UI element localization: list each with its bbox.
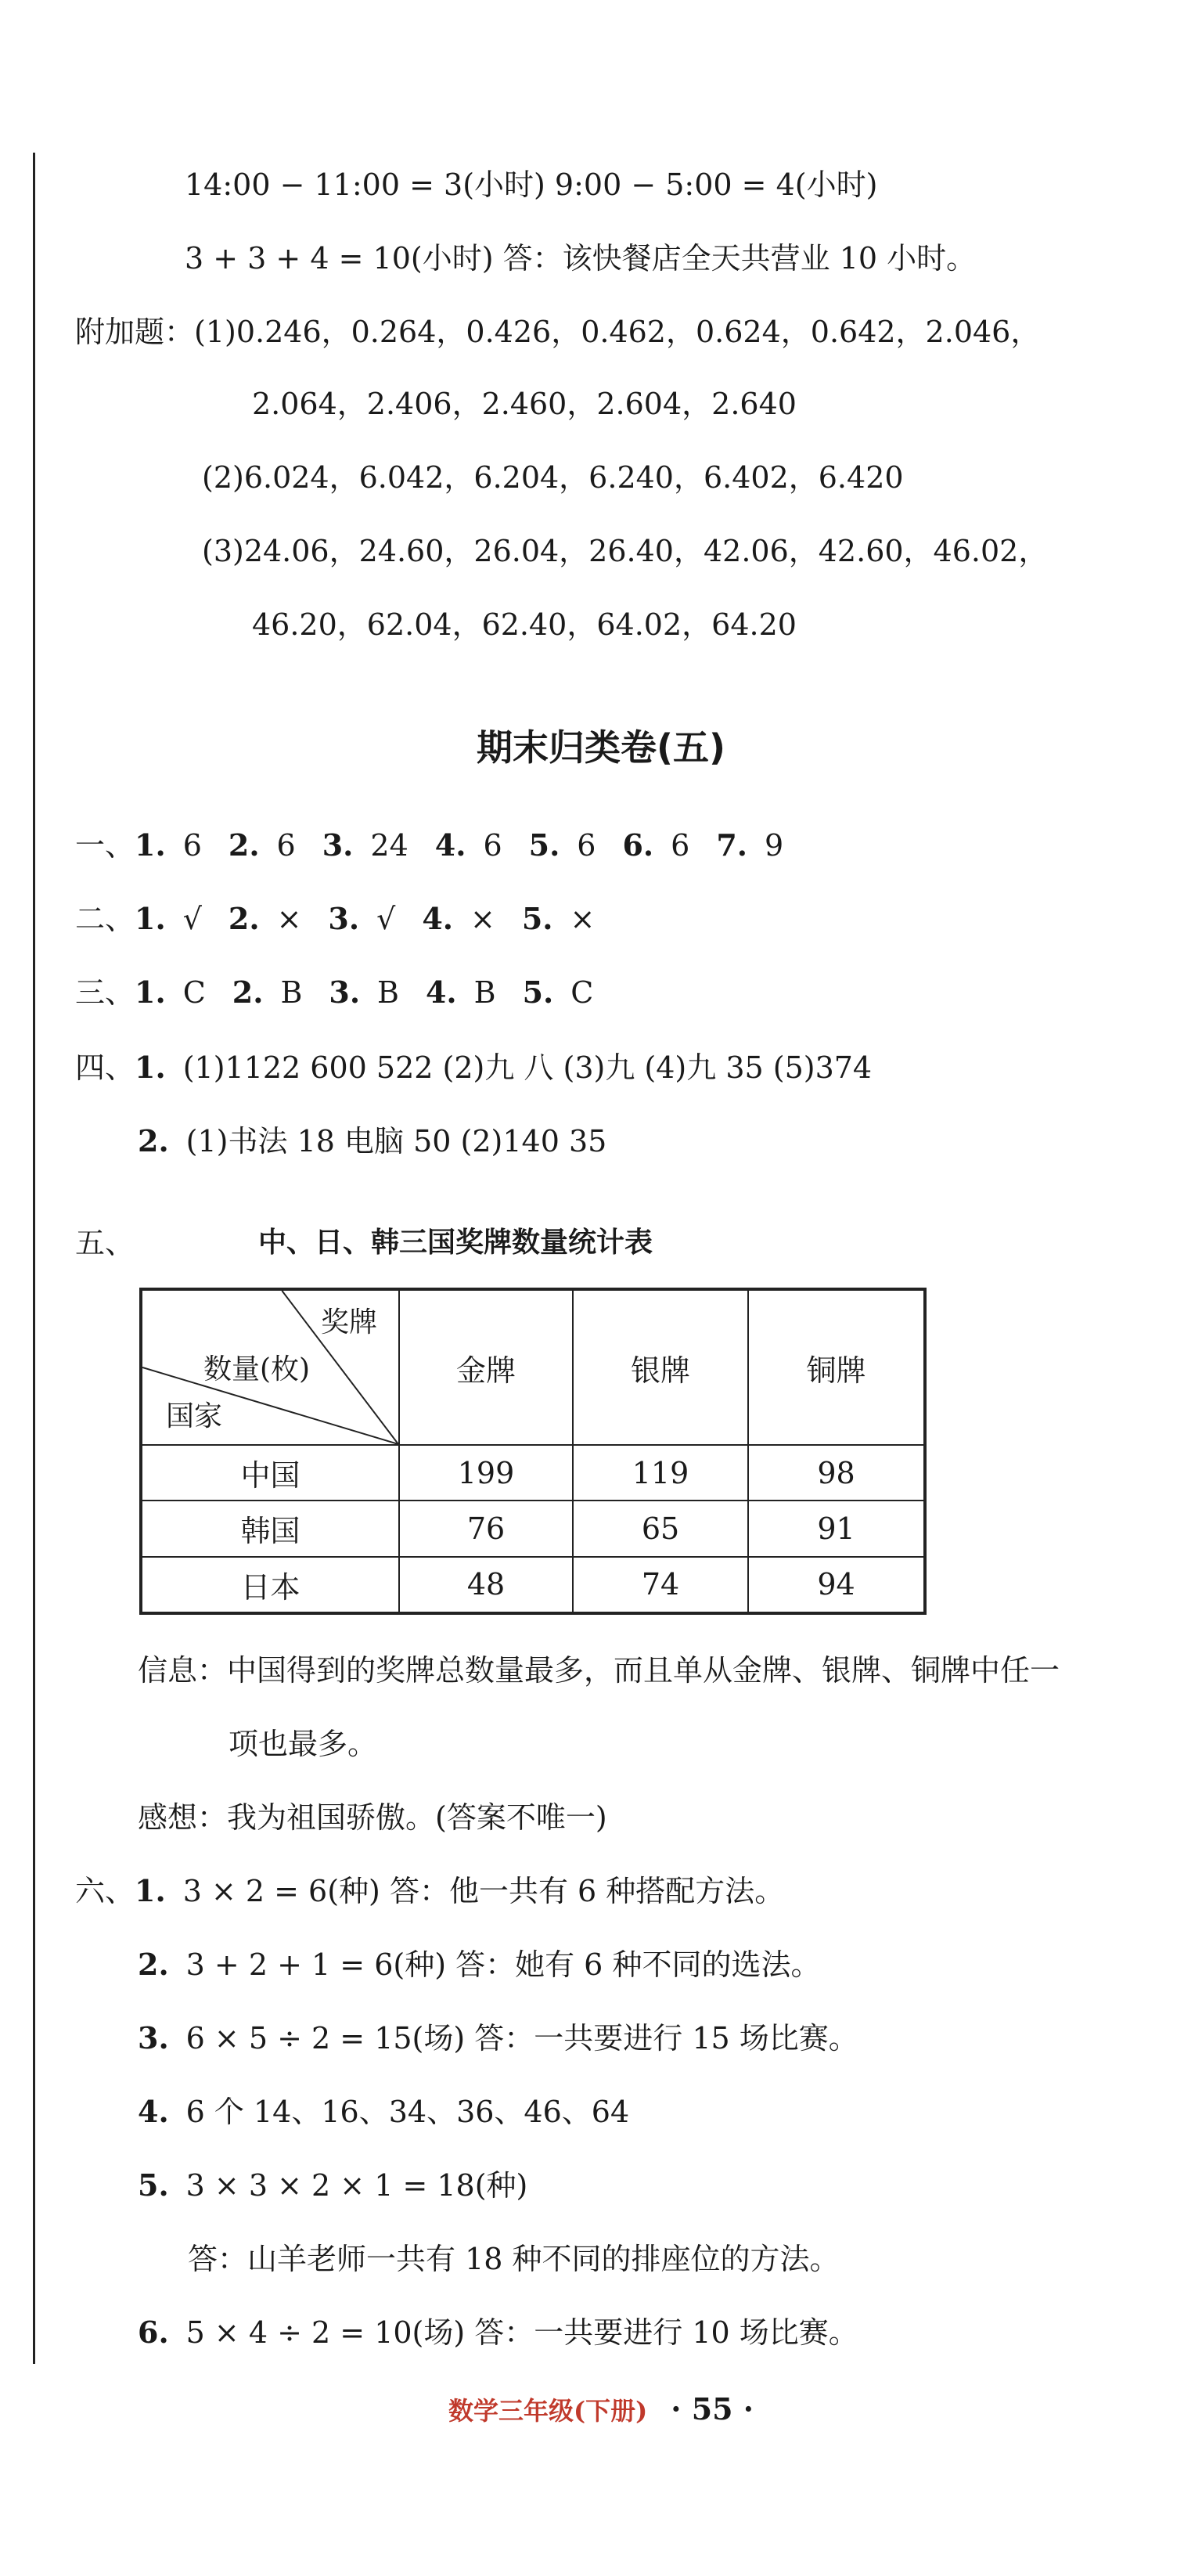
q-number: 1. [135,975,166,1010]
q-answer: 6 × 5 ÷ 2 = 15(场) 答：一共要进行 15 场比赛。 [185,2021,858,2055]
time-calc-line: 14:00 − 11:00 = 3(小时) 9:00 − 5:00 = 4(小时) [185,168,878,202]
page-footer [0,2391,1202,2427]
q-number: 5. [522,975,554,1010]
q-answer: × [570,902,596,936]
section-5-label: 五、 [75,1226,135,1260]
extra-p3b: 46.20，62.04，62.40，64.02，64.20 [252,607,797,642]
q-number: 6. [138,2315,169,2350]
thought-line: 感想：我为祖国骄傲。(答案不唯一) [138,1800,607,1835]
cell-silver: 74 [573,1557,748,1614]
answers-section-6-q1 [75,1869,784,1913]
answers-section-1 [75,823,810,867]
header-country-label: 国家 [166,1400,223,1432]
answers-section-6-q5-reply: 答：山羊老师一共有 18 种不同的排座位的方法。 [188,2242,840,2276]
q-answer: 5 × 4 ÷ 2 = 10(场) 答：一共要进行 10 场比赛。 [185,2315,858,2350]
extra-p1b: 2.064，2.406，2.460，2.604，2.640 [252,387,797,421]
margin-rule [33,153,35,2364]
row-country: 韩国 [141,1501,399,1556]
section-2-label: 二、 [75,902,135,936]
q-answer: C [570,975,594,1010]
q-answer: 6 个 14、16、34、36、46、64 [185,2095,630,2129]
medal-table [139,1288,927,1615]
cell-gold: 76 [399,1501,573,1556]
q-number: 5. [521,901,553,936]
answers-section-6-q4 [138,2090,629,2134]
extra-p1a: (1)0.246，0.264，0.426，0.462，0.624，0.642，2.046， [194,315,1041,349]
answers-section-6-q2 [138,1943,820,1987]
q-answer: 24 [370,828,408,863]
q-number: 2. [138,1947,169,1982]
q-number: 5. [138,2167,169,2203]
section-title: 期末归类卷(五) [476,726,726,769]
page-number: · 55 · [671,2391,754,2426]
answers-section-6-q3 [138,2016,858,2060]
q-number: 4. [138,2094,169,2129]
column-bronze: 铜牌 [748,1289,925,1445]
table-row [141,1557,925,1614]
answers-section-2 [75,897,621,941]
q-number: 3. [138,2020,169,2055]
q-answer: 9 [765,828,784,863]
table-header-diagonal [141,1289,399,1445]
q-answer: × [276,902,302,936]
q-answer: B [473,975,496,1010]
column-gold: 金牌 [399,1289,573,1445]
q-number: 7. [716,827,748,863]
q-answer: 6 [577,828,596,863]
q-number: 2. [232,975,264,1010]
q-answer: (1)1122 600 522 (2)九 八 (3)九 (4)九 35 (5)374 [182,1050,873,1085]
info-line-2: 项也最多。 [229,1727,378,1761]
q-answer: √ [376,902,396,936]
cell-silver: 65 [573,1501,748,1556]
extra-label: 附加题： [75,315,195,349]
q-number: 4. [434,827,466,863]
q-number: 6. [622,827,654,863]
q-number: 2. [228,901,260,936]
q-answer: B [377,975,399,1010]
q-number: 2. [228,827,260,863]
answers-section-4-q2 [138,1119,606,1163]
q-answer: 6 [276,828,296,863]
cell-bronze: 91 [748,1501,925,1556]
header-medal-label: 奖牌 [321,1306,378,1338]
section-6-label: 六、 [75,1874,135,1908]
table-title: 中、日、韩三国奖牌数量统计表 [258,1227,653,1259]
answers-section-6-q6 [138,2311,858,2354]
total-hours-line: 3 + 3 + 4 = 10(小时) 答：该快餐店全天共营业 10 小时。 [185,241,977,276]
info-line-1: 信息：中国得到的奖牌总数量最多，而且单从金牌、银牌、铜牌中任一 [138,1653,1060,1688]
q-number: 4. [422,901,453,936]
q-answer: 3 × 2 = 6(种) 答：他一共有 6 种搭配方法。 [182,1874,785,1908]
table-row [141,1445,925,1501]
q-number: 1. [135,1050,166,1085]
cell-gold: 199 [399,1445,573,1501]
cell-silver: 119 [573,1445,748,1501]
q-answer: √ [182,902,202,936]
q-number: 2. [138,1123,169,1158]
table-row [141,1501,925,1556]
cell-bronze: 94 [748,1557,925,1614]
q-answer: 6 [182,828,202,863]
q-answer: 6 [671,828,690,863]
cell-gold: 48 [399,1557,573,1614]
header-count-label: 数量(枚) [203,1353,311,1385]
cell-bronze: 98 [748,1445,925,1501]
q-number: 3. [328,901,360,936]
q-answer: 6 [483,828,502,863]
section-3-label: 三、 [75,975,135,1010]
q-answer: B [280,975,303,1010]
row-country: 日本 [141,1557,399,1614]
section-1-label: 一、 [75,828,135,863]
q-number: 1. [135,1873,166,1908]
extra-p3a: (3)24.06，24.60，26.04，26.40，42.06，42.60，46.02， [202,534,1049,568]
q-number: 1. [135,827,166,863]
q-answer: 3 × 3 × 2 × 1 = 18(种) [185,2168,528,2203]
q-number: 3. [322,827,354,863]
q-answer: × [470,902,495,936]
extra-p2: (2)6.024，6.042，6.204，6.240，6.402，6.420 [202,460,904,495]
section-4-label: 四、 [75,1050,135,1085]
answers-section-3 [75,971,620,1014]
q-number: 3. [329,975,361,1010]
q-answer: C [182,975,206,1010]
row-country: 中国 [141,1445,399,1501]
answers-section-4-q1 [75,1046,872,1090]
answers-section-6-q5 [138,2163,527,2207]
book-title: 数学三年级(下册) [448,2396,648,2426]
q-number: 5. [528,827,560,863]
q-answer: (1)书法 18 电脑 50 (2)140 35 [185,1124,607,1158]
q-number: 1. [135,901,166,936]
q-number: 4. [425,975,457,1010]
extra-question-line-1 [75,310,1040,354]
column-silver: 银牌 [573,1289,748,1445]
q-answer: 3 + 2 + 1 = 6(种) 答：她有 6 种不同的选法。 [185,1947,821,1982]
